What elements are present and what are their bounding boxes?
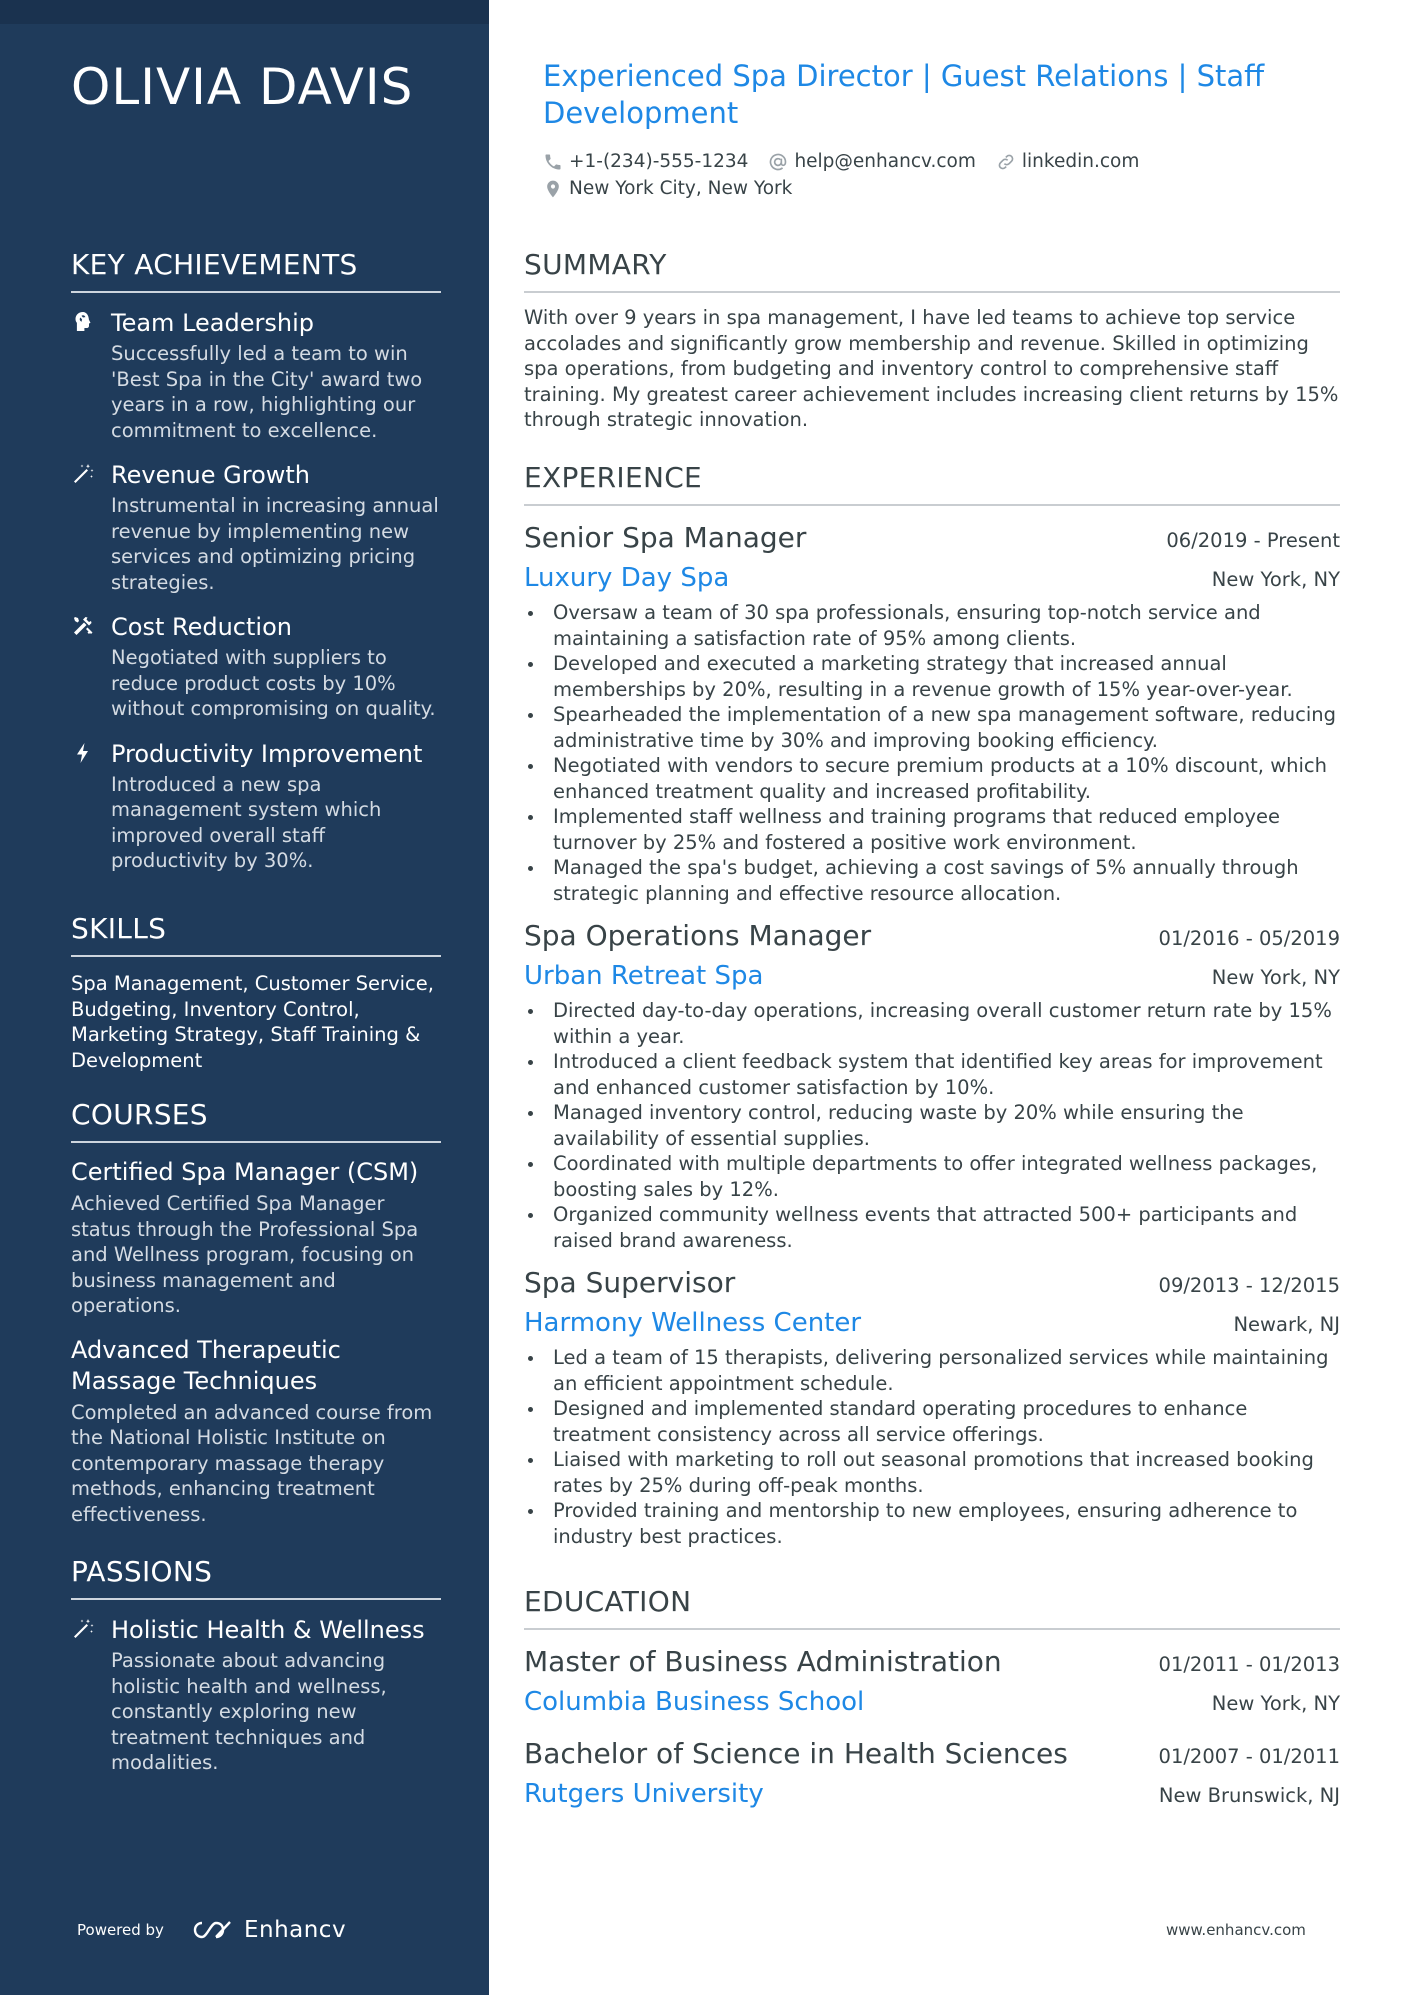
job-location: New York, NY bbox=[1211, 966, 1340, 989]
summary-heading: SUMMARY bbox=[524, 248, 1340, 293]
school-location: New Brunswick, NJ bbox=[1158, 1784, 1340, 1807]
passion-item bbox=[71, 1614, 441, 1776]
summary-section bbox=[524, 248, 1340, 433]
education-header-row bbox=[524, 1642, 1340, 1682]
phone-icon bbox=[543, 152, 563, 172]
enhancv-brand: Enhancv bbox=[243, 1917, 347, 1943]
bullet-item: Managed inventory control, reducing waste by 20% while ensuring the availability of essential supplies. bbox=[524, 1100, 1340, 1151]
school-name[interactable]: Columbia Business School bbox=[524, 1687, 865, 1717]
email-text: help@enhancv.com bbox=[794, 151, 976, 172]
lightning-icon bbox=[71, 741, 95, 765]
contact-phone[interactable] bbox=[543, 151, 748, 172]
bullet-item: Directed day-to-day operations, increasing overall customer return rate by 15% within a year. bbox=[524, 998, 1340, 1049]
course-title: Certified Spa Manager (CSM) bbox=[71, 1158, 419, 1186]
achievement-title: Cost Reduction bbox=[111, 613, 292, 641]
job-location: New York, NY bbox=[1211, 568, 1340, 591]
education-school-row bbox=[524, 1774, 1340, 1814]
job-company[interactable]: Harmony Wellness Center bbox=[524, 1308, 862, 1338]
job-header-row bbox=[524, 1263, 1340, 1303]
bullet-item: Organized community wellness events that attracted 500+ participants and raised brand awareness. bbox=[524, 1202, 1340, 1253]
course-description: Achieved Certified Spa Manager status through the Professional Spa and Wellness program, focusing on business management and operations. bbox=[71, 1192, 419, 1317]
skills-list: Spa Management, Customer Service, Budgeting, Inventory Control, Marketing Strategy, Staff Training & Development bbox=[71, 972, 434, 1072]
school-location: New York, NY bbox=[1211, 1692, 1340, 1715]
job-dates: 01/2016 - 05/2019 bbox=[1158, 927, 1340, 950]
contact-info bbox=[543, 148, 1323, 202]
sidebar bbox=[0, 0, 489, 1995]
contact-row bbox=[543, 175, 1323, 202]
contact-email[interactable] bbox=[768, 151, 975, 172]
course-description: Completed an advanced course from the National Holistic Institute on contemporary massage therapy methods, enhancing treatment effectiveness. bbox=[71, 1400, 433, 1526]
bullet-item: Implemented staff wellness and training programs that reduced employee turnover by 25% and fostered a positive work environment. bbox=[524, 804, 1340, 855]
education-header-row bbox=[524, 1734, 1340, 1774]
job-entry bbox=[524, 916, 1340, 1253]
achievement-description: Instrumental in increasing annual revenue by implementing new services and optimizing pricing strategies. bbox=[111, 494, 439, 594]
bullet-item: Led a team of 15 therapists, delivering personalized services while maintaining an efficient appointment schedule. bbox=[524, 1345, 1340, 1396]
education-dates: 01/2011 - 01/2013 bbox=[1158, 1653, 1340, 1676]
contact-linkedin[interactable] bbox=[996, 151, 1139, 172]
achievement-item bbox=[71, 738, 441, 874]
headline: Experienced Spa Director | Guest Relations | Staff Development bbox=[543, 59, 1265, 130]
phone-text: +1-(234)-555-1234 bbox=[569, 151, 749, 172]
achievement-item bbox=[71, 307, 441, 443]
location-text: New York City, New York bbox=[569, 178, 793, 199]
passion-description: Passionate about advancing holistic health and wellness, constantly exploring new treatment techniques and modalities. bbox=[111, 1649, 387, 1774]
bullet-item: Negotiated with vendors to secure premium products at a 10% discount, which enhanced treatment quality and increased profitability. bbox=[524, 753, 1340, 804]
achievement-title: Team Leadership bbox=[111, 309, 314, 337]
enhancv-logo[interactable] bbox=[190, 1917, 346, 1943]
bullet-item: Developed and executed a marketing strategy that increased annual memberships by 20%, resulting in a revenue growth of 15% year-over-year. bbox=[524, 651, 1340, 702]
courses-section bbox=[71, 1098, 441, 1543]
linkedin-text: linkedin.com bbox=[1021, 151, 1140, 172]
job-location: Newark, NJ bbox=[1233, 1313, 1340, 1336]
education-entry bbox=[524, 1734, 1340, 1814]
bullet-item: Managed the spa's budget, achieving a cost savings of 5% annually through strategic planning and effective resource allocation. bbox=[524, 855, 1340, 906]
job-company[interactable]: Luxury Day Spa bbox=[524, 563, 730, 593]
passions-heading: PASSIONS bbox=[71, 1555, 441, 1600]
tools-icon bbox=[71, 614, 95, 638]
passions-section bbox=[71, 1555, 441, 1792]
sidebar-top-bar bbox=[0, 0, 489, 24]
education-school-row bbox=[524, 1682, 1340, 1722]
course-item bbox=[71, 1157, 441, 1319]
achievement-description: Introduced a new spa management system which improved overall staff productivity by 30%. bbox=[111, 772, 382, 872]
achievement-description: Negotiated with suppliers to reduce product costs by 10% without compromising on quality. bbox=[111, 646, 436, 720]
job-bullets bbox=[524, 1345, 1340, 1549]
powered-by-label: Powered by bbox=[77, 1921, 164, 1939]
job-company[interactable]: Urban Retreat Spa bbox=[524, 961, 764, 991]
skills-heading: SKILLS bbox=[71, 912, 441, 957]
bullet-item: Coordinated with multiple departments to offer integrated wellness packages, boosting sales by 12%. bbox=[524, 1151, 1340, 1202]
achievement-title: Productivity Improvement bbox=[111, 739, 423, 768]
bullet-item: Provided training and mentorship to new employees, ensuring adherence to industry best practices. bbox=[524, 1498, 1340, 1549]
job-dates: 06/2019 - Present bbox=[1166, 529, 1340, 552]
infinity-logo-icon bbox=[190, 1918, 236, 1942]
experience-heading: EXPERIENCE bbox=[524, 461, 1340, 506]
job-title: Spa Supervisor bbox=[524, 1266, 736, 1299]
school-name[interactable]: Rutgers University bbox=[524, 1779, 764, 1809]
head-icon bbox=[71, 310, 95, 334]
job-dates: 09/2013 - 12/2015 bbox=[1158, 1274, 1340, 1297]
contact-location bbox=[543, 178, 792, 199]
link-icon bbox=[996, 152, 1016, 172]
job-bullets bbox=[524, 998, 1340, 1253]
degree-title: Bachelor of Science in Health Sciences bbox=[524, 1737, 1068, 1770]
courses-heading: COURSES bbox=[71, 1098, 441, 1143]
course-title: Advanced Therapeutic Massage Techniques bbox=[71, 1335, 341, 1395]
contact-row bbox=[543, 148, 1323, 175]
job-company-row bbox=[524, 558, 1340, 598]
candidate-name: OLIVIA DAVIS bbox=[71, 58, 414, 116]
education-section bbox=[524, 1585, 1340, 1826]
job-company-row bbox=[524, 1303, 1340, 1343]
degree-title: Master of Business Administration bbox=[524, 1645, 1002, 1678]
job-entry bbox=[524, 518, 1340, 906]
key-achievements-section bbox=[71, 248, 441, 890]
key-achievements-heading: KEY ACHIEVEMENTS bbox=[71, 248, 441, 293]
bullet-item: Oversaw a team of 30 spa professionals, ensuring top-notch service and maintaining a satisfaction rate of 95% among clients. bbox=[524, 600, 1340, 651]
location-pin-icon bbox=[543, 179, 563, 199]
job-header-row bbox=[524, 916, 1340, 956]
summary-text: With over 9 years in spa management, I have led teams to achieve top service accolades and significantly grow membership and revenue. Skilled in optimizing spa operations, from budgeting and inventory control to comprehensive staff training. My greatest career achievement includes increasing client returns by 15% through strategic innovation. bbox=[524, 306, 1339, 431]
achievement-description: Successfully led a team to win 'Best Spa in the City' award two years in a row, highlighting our commitment to excellence. bbox=[111, 342, 423, 442]
achievement-item bbox=[71, 459, 441, 595]
bullet-item: Spearheaded the implementation of a new spa management software, reducing administrative time by 30% and improving booking efficiency. bbox=[524, 702, 1340, 753]
bullet-item: Designed and implemented standard operating procedures to enhance treatment consistency across all service offerings. bbox=[524, 1396, 1340, 1447]
magic-wand-icon bbox=[71, 462, 95, 486]
bullet-item: Introduced a client feedback system that identified key areas for improvement and enhanced customer satisfaction by 10%. bbox=[524, 1049, 1340, 1100]
education-entry bbox=[524, 1642, 1340, 1722]
passion-title: Holistic Health & Wellness bbox=[111, 1616, 425, 1644]
experience-section bbox=[524, 461, 1340, 1559]
job-title: Senior Spa Manager bbox=[524, 521, 807, 554]
course-item bbox=[71, 1335, 441, 1528]
footer-url[interactable]: www.enhancv.com bbox=[1166, 1921, 1306, 1939]
job-bullets bbox=[524, 600, 1340, 906]
education-heading: EDUCATION bbox=[524, 1585, 1340, 1630]
achievement-item bbox=[71, 611, 441, 722]
skills-section bbox=[71, 912, 441, 1073]
job-title: Spa Operations Manager bbox=[524, 919, 872, 952]
job-header-row bbox=[524, 518, 1340, 558]
job-company-row bbox=[524, 956, 1340, 996]
achievement-title: Revenue Growth bbox=[111, 461, 311, 489]
at-icon bbox=[768, 152, 788, 172]
job-entry bbox=[524, 1263, 1340, 1549]
magic-wand-icon bbox=[71, 1617, 95, 1641]
powered-by bbox=[77, 1917, 346, 1943]
education-dates: 01/2007 - 01/2011 bbox=[1158, 1745, 1340, 1768]
bullet-item: Liaised with marketing to roll out seasonal promotions that increased booking rates by 25% during off-peak months. bbox=[524, 1447, 1340, 1498]
